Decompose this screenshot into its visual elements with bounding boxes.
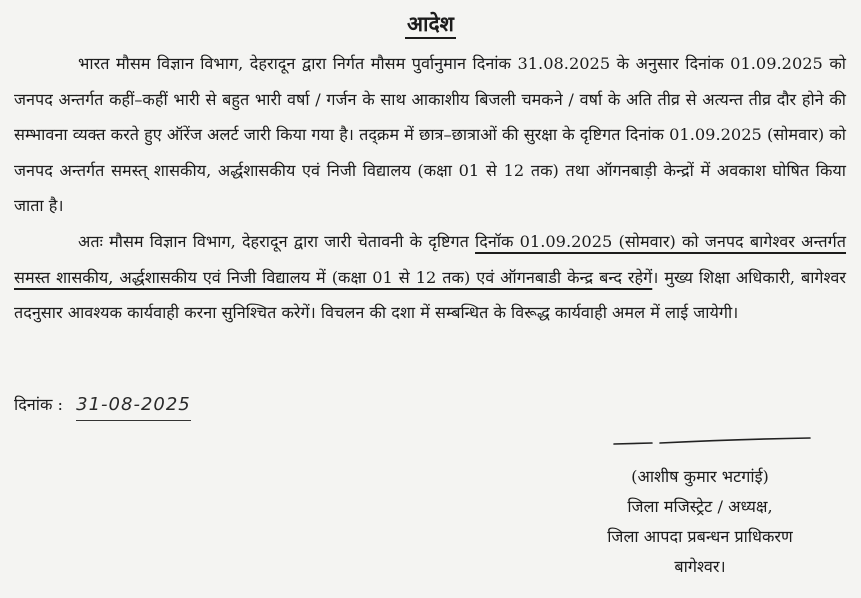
paragraph-2-underlined: दिनॉक 01.09.2025 (सोमवार) को जनपद बागेश्वर अन्तर्गत समस्त शासकीय, अर्द्धशासकीय एवं निजी विद्यालय में (कक्षा 01 से 12 तक) एवं ऑगनबाडी केन्द्र बन्द रहेगें (14, 231, 847, 287)
document-title (0, 10, 861, 38)
date-label: दिनांक : (14, 395, 63, 414)
order-paragraph-1: भारत मौसम विज्ञान विभाग, देहरादून द्वारा निर्गत मौसम पुर्वानुमान दिनांक 31.08.2025 के अनुसार दिनांक 01.09.2025 को जनपद अन्तर्गत कहीं–कहीं भारी से बहुत भारी वर्षा / गर्जन के साथ आकाशीय बिजली चमकने / वर्षा के अति तीव्र से अत्यन्त तीव्र दौर होने की सम्भावना व्यक्त करते हुए ऑरेंज अलर्ट जारी किया गया है। तद्क्रम में छात्र–छात्राओं की सुरक्षा के दृष्टिगत दिनांक 01.09.2025 (सोमवार) को जनपद अन्तर्गत समस्त् शासकीय, अर्द्धशासकीय एवं निजी विद्यालय (कक्षा 01 से 12 तक) तथा ऑगनबाड़ी केन्द्रों में अवकाश घोषित किया जाता है। (14, 54, 846, 216)
order-paragraph-2 (14, 224, 846, 331)
signatory-name: (आशीष कुमार भटगांई) (631, 467, 769, 486)
paragraph-2-start: अतः मौसम विज्ञान विभाग, देहरादून द्वारा जारी चेतावनी के दृष्टिगत (78, 231, 476, 251)
document-title-text: आदेश (405, 11, 456, 39)
paragraph-2-end: । मुख्य शिक्षा अधिकारी, बागेश्वर तदनुसार आवश्यक कार्यवाही करना सुनिश्चित करेगें। विचलन की दशा में सम्बन्धित के विरूद्ध कार्यवाही अमल में लाई जायेगी। (14, 267, 846, 323)
date-line (14, 390, 191, 421)
handwritten-date: 31-08-2025 (76, 390, 191, 421)
signature-block (560, 462, 840, 582)
signature-stroke (612, 432, 812, 452)
signatory-place: बागेश्वर। (674, 557, 726, 576)
order-body (14, 46, 846, 331)
signatory-designation: जिला मजिस्ट्रेट / अध्यक्ष, (627, 497, 773, 516)
signatory-authority: जिला आपदा प्रबन्धन प्राधिकरण (607, 527, 793, 546)
